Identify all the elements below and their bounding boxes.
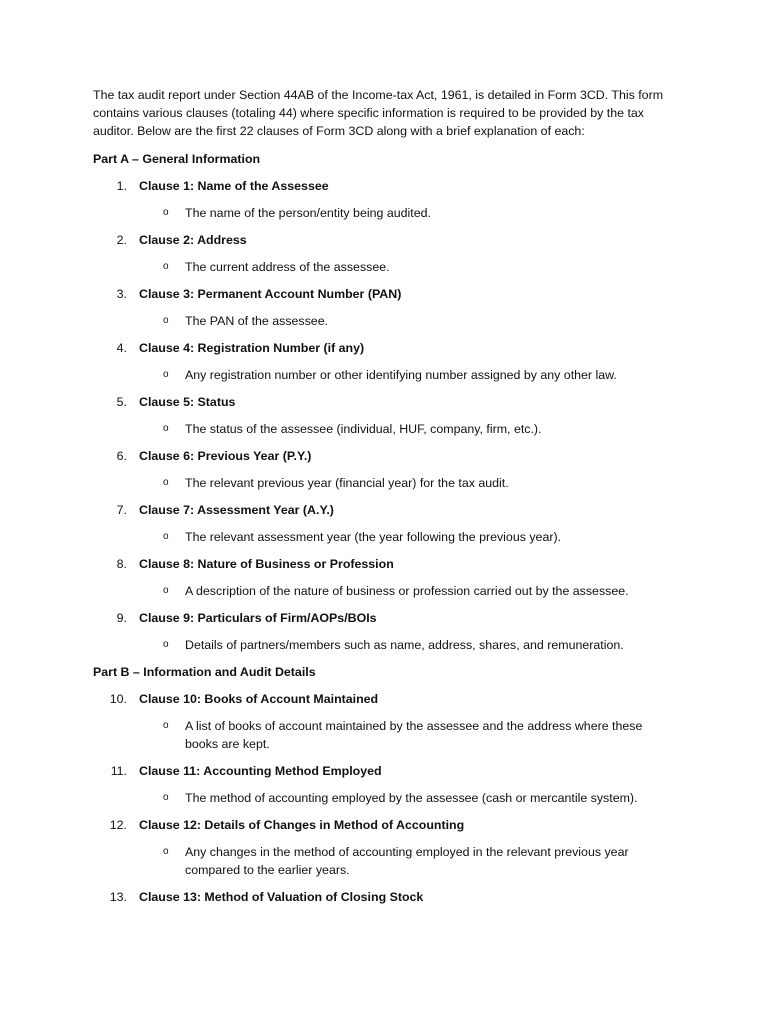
clause-number: 12. bbox=[109, 818, 127, 832]
bullet-icon: o bbox=[163, 585, 169, 596]
clause-title-row bbox=[93, 231, 678, 249]
clause-description: The current address of the assessee. bbox=[185, 260, 390, 274]
bullet-icon: o bbox=[163, 792, 169, 803]
bullet-icon: o bbox=[163, 423, 169, 434]
clause-number: 10. bbox=[109, 692, 127, 706]
bullet-icon: o bbox=[163, 531, 169, 542]
parts-container bbox=[93, 150, 678, 906]
clause-description-row bbox=[93, 204, 678, 222]
clause-number: 4. bbox=[116, 341, 127, 355]
clause-description: The relevant assessment year (the year following the previous year). bbox=[185, 530, 562, 544]
clause-title: Clause 11: Accounting Method Employed bbox=[139, 764, 382, 778]
bullet-icon: o bbox=[163, 369, 169, 380]
bullet-icon: o bbox=[163, 207, 169, 218]
clause-description: The name of the person/entity being audited. bbox=[185, 206, 431, 220]
clause-title-row bbox=[93, 690, 678, 708]
clause-title-row bbox=[93, 393, 678, 411]
clause-description-row bbox=[93, 366, 678, 384]
clause-description: The method of accounting employed by the assessee (cash or mercantile system). bbox=[185, 791, 638, 805]
clause-item bbox=[93, 555, 678, 600]
clause-item bbox=[93, 177, 678, 222]
part-heading: Part B – Information and Audit Details bbox=[93, 665, 316, 679]
clause-number: 9. bbox=[116, 611, 127, 625]
clause-description: Details of partners/members such as name, address, shares, and remuneration. bbox=[185, 638, 624, 652]
clause-item bbox=[93, 501, 678, 546]
clause-title: Clause 2: Address bbox=[139, 233, 247, 247]
clause-description: The PAN of the assessee. bbox=[185, 314, 329, 328]
clause-title-row bbox=[93, 285, 678, 303]
clause-title: Clause 1: Name of the Assessee bbox=[139, 179, 329, 193]
clause-number: 1. bbox=[116, 179, 127, 193]
clause-description: Any registration number or other identifying number assigned by any other law. bbox=[185, 368, 617, 382]
document-content bbox=[93, 86, 678, 915]
clause-description-row bbox=[93, 312, 678, 330]
clause-description-row bbox=[93, 258, 678, 276]
clause-description: A description of the nature of business or profession carried out by the assessee. bbox=[185, 584, 629, 598]
clause-title: Clause 9: Particulars of Firm/AOPs/BOIs bbox=[139, 611, 377, 625]
clause-title: Clause 10: Books of Account Maintained bbox=[139, 692, 379, 706]
bullet-icon: o bbox=[163, 720, 169, 731]
clause-description-row bbox=[93, 528, 678, 546]
clause-title: Clause 12: Details of Changes in Method of Accounting bbox=[139, 818, 465, 832]
clause-title-row bbox=[93, 339, 678, 357]
intro-paragraph: The tax audit report under Section 44AB of the Income-tax Act, 1961, is detailed in Form 3CD. This form contains various clauses (totaling 44) where specific information is required to be provided by the tax auditor. Below are the first 22 clauses of Form 3CD along with a brief explanation of each: bbox=[93, 88, 664, 138]
clause-description: The status of the assessee (individual, HUF, company, firm, etc.). bbox=[185, 422, 542, 436]
clause-item bbox=[93, 339, 678, 384]
clause-description-row bbox=[93, 843, 678, 879]
clause-title: Clause 5: Status bbox=[139, 395, 236, 409]
bullet-icon: o bbox=[163, 477, 169, 488]
clause-title-row bbox=[93, 177, 678, 195]
clause-number: 5. bbox=[116, 395, 127, 409]
clause-number: 6. bbox=[116, 449, 127, 463]
clause-number: 3. bbox=[116, 287, 127, 301]
clause-title: Clause 3: Permanent Account Number (PAN) bbox=[139, 287, 402, 301]
bullet-icon: o bbox=[163, 639, 169, 650]
clause-title-row bbox=[93, 447, 678, 465]
bullet-icon: o bbox=[163, 315, 169, 326]
bullet-icon: o bbox=[163, 846, 169, 857]
clause-description-row bbox=[93, 420, 678, 438]
clause-number: 8. bbox=[116, 557, 127, 571]
clause-item bbox=[93, 285, 678, 330]
clause-number: 7. bbox=[116, 503, 127, 517]
clause-number: 2. bbox=[116, 233, 127, 247]
clause-item bbox=[93, 609, 678, 654]
clause-description-row bbox=[93, 474, 678, 492]
clause-item bbox=[93, 888, 678, 906]
clause-description-row bbox=[93, 717, 678, 753]
clause-item bbox=[93, 762, 678, 807]
clause-item bbox=[93, 231, 678, 276]
clause-description-row bbox=[93, 636, 678, 654]
clause-description: The relevant previous year (financial year) for the tax audit. bbox=[185, 476, 509, 490]
clause-number: 11. bbox=[110, 764, 127, 778]
clause-number: 13. bbox=[109, 890, 127, 904]
bullet-icon: o bbox=[163, 261, 169, 272]
clause-item bbox=[93, 816, 678, 879]
clause-title: Clause 7: Assessment Year (A.Y.) bbox=[139, 503, 334, 517]
clause-title-row bbox=[93, 555, 678, 573]
clause-description: A list of books of account maintained by the assessee and the address where these books are kept. bbox=[185, 719, 643, 751]
clause-description-row bbox=[93, 789, 678, 807]
clause-item bbox=[93, 393, 678, 438]
clause-title-row bbox=[93, 816, 678, 834]
clause-title-row bbox=[93, 609, 678, 627]
clause-title-row bbox=[93, 888, 678, 906]
clause-title: Clause 6: Previous Year (P.Y.) bbox=[139, 449, 312, 463]
clause-description-row bbox=[93, 582, 678, 600]
clause-item bbox=[93, 690, 678, 753]
part-heading: Part A – General Information bbox=[93, 152, 261, 166]
clause-title-row bbox=[93, 501, 678, 519]
clause-item bbox=[93, 447, 678, 492]
clause-title: Clause 8: Nature of Business or Profession bbox=[139, 557, 394, 571]
clause-title: Clause 4: Registration Number (if any) bbox=[139, 341, 365, 355]
clause-title: Clause 13: Method of Valuation of Closing Stock bbox=[139, 890, 424, 904]
clause-title-row bbox=[93, 762, 678, 780]
clause-description: Any changes in the method of accounting employed in the relevant previous year compared to the earlier years. bbox=[185, 845, 629, 877]
